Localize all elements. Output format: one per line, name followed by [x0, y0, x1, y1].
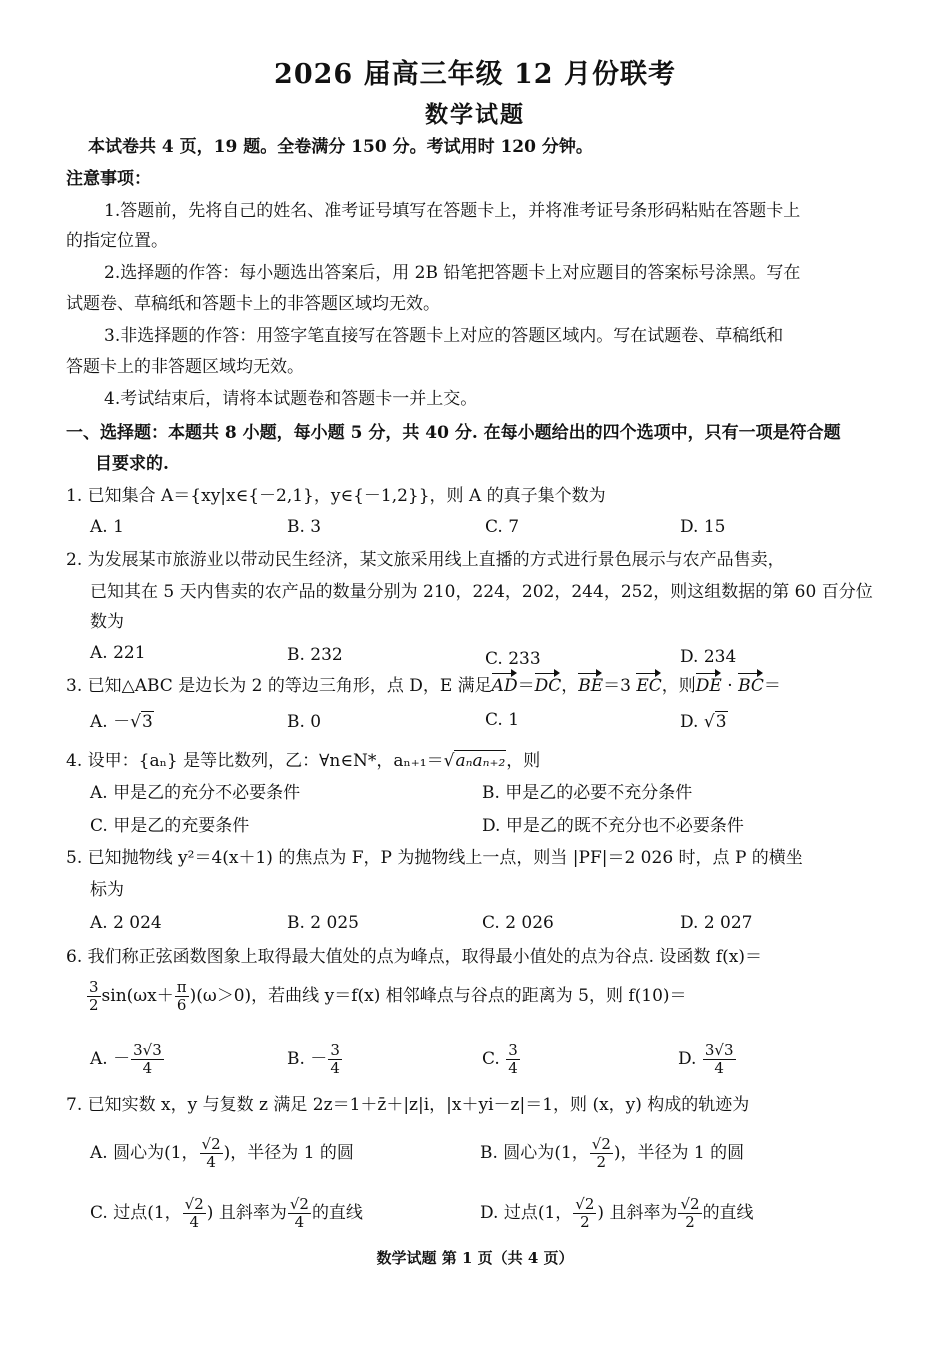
question-7-option-c [90, 1194, 363, 1232]
fraction-denominator: 4 [508, 1059, 518, 1077]
option-point-open: (1， [537, 1203, 573, 1223]
fraction-numerator: √2 [289, 1195, 309, 1213]
fraction-numerator: 3√3 [704, 1041, 734, 1059]
note-3-line-1: 3.非选择题的作答：用签字笔直接写在答题卡上对应的答题区域内。写在试题卷、草稿纸和 [104, 326, 784, 346]
option-suffix: 的直线 [702, 1203, 754, 1223]
fraction-denominator: 2 [89, 996, 99, 1014]
page-footer: 数学试题 第 1 页（共 4 页） [376, 1249, 574, 1267]
question-5-option-a: A. 2 024 [90, 913, 162, 933]
question-2-line-2: 已知其在 5 天内售卖的农产品的数量分别为 210，224，202，244，252，则这组数据的第 60 百分位 [90, 582, 873, 602]
question-1-option-b: B. 3 [287, 517, 322, 537]
fraction-denominator: 4 [189, 1213, 199, 1231]
question-4-option-a: A. 甲是乙的充分不必要条件 [90, 783, 301, 803]
sin-expression: sin(ωx＋ [101, 986, 174, 1006]
option-point-open: (1， [554, 1143, 589, 1163]
question-7-option-a [90, 1134, 354, 1172]
question-3-option-a [90, 710, 154, 734]
dot-product-sign: · [721, 676, 739, 696]
option-point-open: (1， [147, 1203, 182, 1223]
vector-bc: BC [738, 676, 764, 696]
option-fraction [506, 1042, 520, 1077]
fraction-3-over-2 [87, 979, 101, 1014]
fraction-numerator: 3 [508, 1041, 518, 1059]
fraction-denominator: 6 [176, 996, 187, 1014]
question-3-stem [66, 674, 781, 698]
question-1-option-d: D. 15 [680, 517, 726, 537]
fraction-denominator: 2 [685, 1213, 695, 1231]
fraction-denominator: 2 [580, 1213, 590, 1231]
option-prefix: B. 圆心为 [480, 1143, 555, 1163]
option-fraction [328, 1042, 342, 1077]
vector-dc: DC [534, 676, 562, 696]
question-5-line-1: 5. 已知抛物线 y²＝4(x＋1) 的焦点为 F，P 为抛物线上一点，则当 |PF|＝2 026 时，点 P 的横坐 [66, 848, 803, 868]
question-6-option-c [482, 1040, 521, 1078]
option-prefix: D. 过点 [480, 1203, 538, 1223]
exam-subject: 数学试题 [425, 101, 525, 128]
question-3-option-b: B. 0 [287, 712, 322, 732]
fraction-numerator: π [176, 978, 187, 996]
option-prefix: A. － [90, 1049, 131, 1069]
vector-be: BE [578, 676, 604, 696]
note-3-line-2: 答题卡上的非答题区域均无效。 [66, 357, 304, 377]
option-prefix: D. [678, 1049, 702, 1069]
question-2-line-3: 数为 [90, 612, 124, 632]
question-4-radicand: aₙaₙ₊₂ [455, 751, 506, 771]
fraction-denominator: 4 [714, 1059, 724, 1077]
fraction-numerator: 3√3 [133, 1041, 162, 1059]
question-5-line-2: 标为 [90, 880, 124, 900]
question-4-option-d: D. 甲是乙的既不充分也不必要条件 [482, 816, 744, 836]
fraction-denominator: 4 [206, 1153, 216, 1171]
note-1-line-2: 的指定位置。 [66, 231, 168, 251]
question-6-option-d [678, 1040, 737, 1078]
question-2-line-1: 2. 为发展某市旅游业以带动民生经济，某文旅采用线上直播的方式进行景色展示与农产品售卖， [66, 550, 785, 570]
option-prefix: B. － [287, 1049, 328, 1069]
fraction-pi-over-6 [175, 979, 189, 1014]
question-4-stem [66, 749, 540, 773]
question-3-stem-part-2: ，则 [661, 676, 696, 696]
option-prefix: C. [482, 1049, 506, 1069]
option-fraction [200, 1136, 223, 1171]
exam-intro: 本试卷共 4 页，19 题。全卷满分 150 分。考试用时 120 分钟。 [88, 137, 593, 157]
option-prefix: C. 过点 [90, 1203, 148, 1223]
fraction-numerator: √2 [184, 1195, 204, 1213]
sqrt-icon: √ [443, 751, 455, 771]
exam-title: 2026 届高三年级 12 月份联考 [274, 59, 676, 90]
fraction-numerator: 3 [330, 1041, 340, 1059]
option-fraction [131, 1042, 164, 1077]
question-3-option-d [680, 710, 728, 734]
option-slope-fraction [288, 1196, 311, 1231]
note-1-line-1: 1.答题前，先将自己的姓名、准考证号填写在答题卡上，并将准考证号条形码粘贴在答题卡上 [104, 201, 801, 221]
question-7-option-d [480, 1194, 754, 1232]
equals-sign-1: ＝ [517, 676, 535, 696]
question-6-line-2 [86, 978, 687, 1014]
fraction-denominator: 2 [596, 1153, 607, 1171]
fraction-numerator: √2 [575, 1195, 595, 1213]
option-a-prefix: A. － [90, 712, 131, 732]
question-1-stem: 1. 已知集合 A＝{xy|x∈{－2,1}，y∈{－1,2}}，则 A 的真子集个数为 [66, 486, 606, 506]
question-2-option-c: C. 233 [485, 649, 541, 669]
question-7-option-b [480, 1134, 744, 1172]
question-6-line-2-rest: )(ω＞0)，若曲线 y＝f(x) 相邻峰点与谷点的距离为 5，则 f(10)＝ [189, 986, 687, 1006]
question-6-option-a [90, 1040, 165, 1078]
option-fraction [590, 1136, 613, 1171]
option-slope-fraction [678, 1196, 701, 1231]
vector-de: DE [695, 676, 722, 696]
option-fraction [573, 1196, 596, 1231]
fraction-denominator: 4 [294, 1213, 305, 1231]
question-2-option-d: D. 234 [680, 647, 737, 667]
question-4-option-b: B. 甲是乙的必要不充分条件 [482, 783, 693, 803]
question-7-stem: 7. 已知实数 x，y 与复数 z 满足 2z＝1＋z̄＋|z|i，|x＋yi－z|＝1，则 (x，y) 构成的轨迹为 [66, 1095, 750, 1115]
question-1-option-c: C. 7 [485, 517, 520, 537]
option-suffix: 的直线 [311, 1203, 363, 1223]
option-suffix: )，半径为 1 的圆 [613, 1143, 745, 1163]
vector-ec: EC [636, 676, 662, 696]
note-2-line-2: 试题卷、草稿纸和答题卡上的非答题区域均无效。 [66, 294, 440, 314]
fraction-numerator: 3 [89, 978, 99, 996]
option-suffix: )，半径为 1 的圆 [223, 1143, 354, 1163]
question-3-option-c: C. 1 [485, 710, 520, 730]
comma-separator: ， [561, 676, 579, 696]
question-5-option-c: C. 2 026 [482, 913, 554, 933]
option-a-radicand: 3 [141, 712, 153, 732]
option-fraction [703, 1042, 736, 1077]
section-1-heading-line-1: 一、选择题：本题共 8 小题，每小题 5 分，共 40 分. 在每小题给出的四个选项中，只有一项是符合题 [66, 423, 841, 443]
note-4: 4.考试结束后，请将本试题卷和答题卡一并上交。 [104, 389, 478, 409]
fraction-denominator: 4 [142, 1059, 153, 1077]
equals-sign-2: ＝3 [603, 676, 637, 696]
fraction-denominator: 4 [330, 1059, 340, 1077]
option-prefix: A. 圆心为 [90, 1143, 165, 1163]
question-3-stem-part-1: 3. 已知△ABC 是边长为 2 的等边三角形，点 D，E 满足 [66, 676, 492, 696]
question-4-stem-part-2: ，则 [506, 751, 541, 771]
question-6-option-b [287, 1040, 343, 1078]
option-fraction [183, 1196, 206, 1231]
section-1-heading-line-2: 目要求的. [95, 454, 169, 474]
fraction-numerator: √2 [201, 1135, 221, 1153]
question-4-option-c: C. 甲是乙的充要条件 [90, 816, 250, 836]
question-2-option-a: A. 221 [90, 643, 146, 663]
question-6-line-1: 6. 我们称正弦函数图象上取得最大值处的点为峰点，取得最小值处的点为谷点. 设函数 f(x)＝ [66, 947, 762, 967]
notes-heading: 注意事项： [66, 169, 151, 189]
question-4-stem-part-1: 4. 设甲：{aₙ} 是等比数列，乙：∀n∈N*，aₙ₊₁＝ [66, 751, 444, 771]
option-d-prefix: D. [680, 712, 704, 732]
vector-ad: AD [491, 676, 518, 696]
sqrt-icon: √ [130, 712, 141, 732]
question-3-stem-part-3: ＝ [763, 676, 781, 696]
fraction-numerator: √2 [680, 1195, 700, 1213]
fraction-numerator: √2 [591, 1135, 611, 1153]
note-2-line-1: 2.选择题的作答：每小题选出答案后，用 2B 铅笔把答题卡上对应题目的答案标号涂黑。写在 [104, 263, 801, 283]
question-5-option-d: D. 2 027 [680, 913, 753, 933]
option-slope-label: ) 且斜率为 [206, 1203, 287, 1223]
question-2-option-b: B. 232 [287, 645, 343, 665]
question-1-option-a: A. 1 [90, 517, 124, 537]
option-point-open: (1， [164, 1143, 199, 1163]
question-5-option-b: B. 2 025 [287, 913, 359, 933]
option-slope-label: ) 且斜率为 [597, 1203, 678, 1223]
sqrt-icon: √ [703, 712, 715, 732]
option-d-radicand: 3 [715, 712, 727, 732]
